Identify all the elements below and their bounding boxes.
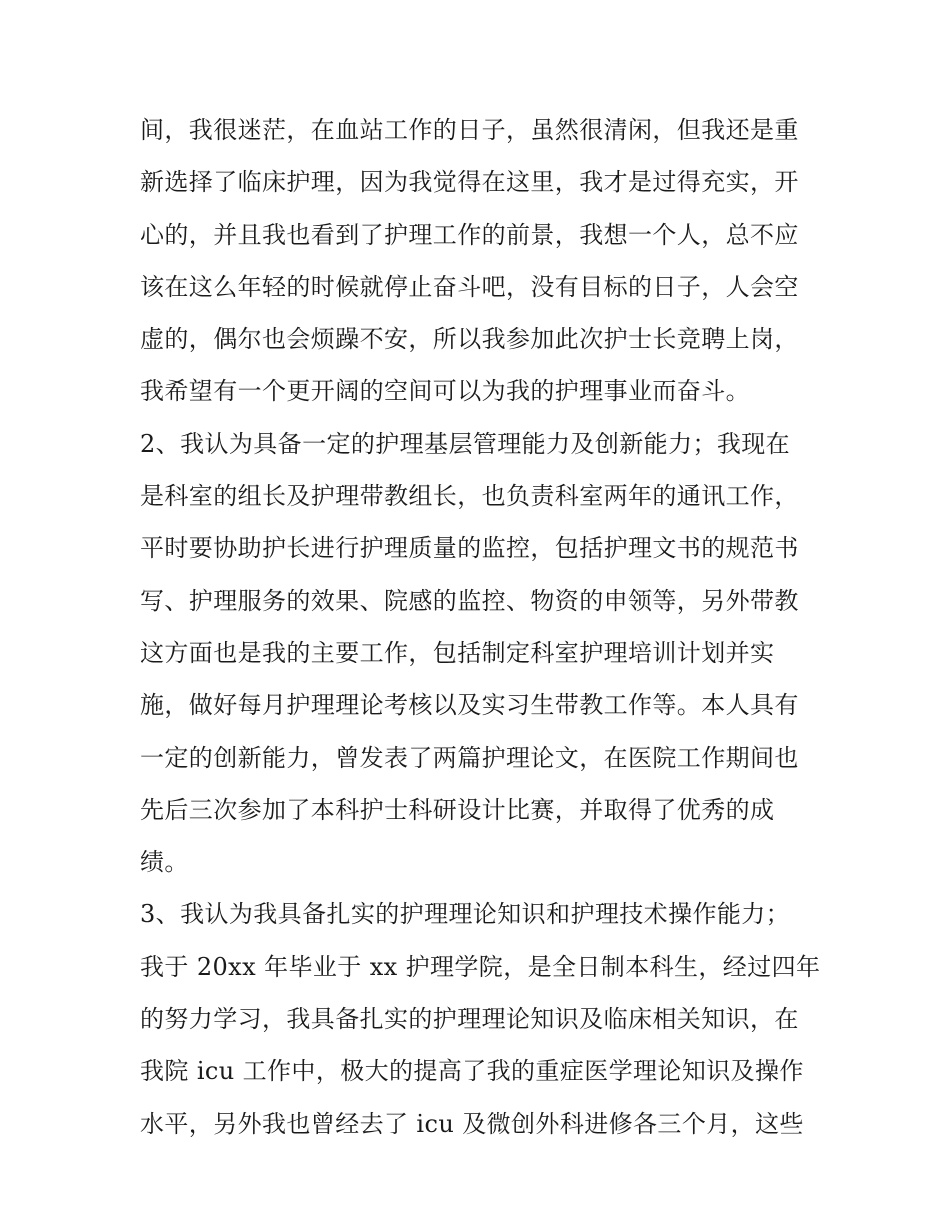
- text-line: 写、护理服务的效果、院感的监控、物资的申领等，另外带教: [140, 586, 799, 615]
- text-line: 平时要协助护长进行护理质量的监控，包括护理文书的规范书: [140, 534, 799, 563]
- text-line: 新选择了临床护理，因为我觉得在这里，我才是过得充实，开: [140, 168, 799, 197]
- text-line: 虚的，偶尔也会烦躁不安，所以我参加此次护士长竞聘上岗，: [140, 325, 799, 354]
- body-text: [140, 104, 820, 1150]
- text-line: 我希望有一个更开阔的空间可以为我的护理事业而奋斗。: [140, 377, 750, 406]
- text-line: 水平，另外我也曾经去了 icu 及微创外科进修各三个月，这些: [140, 1109, 804, 1138]
- text-line: 先后三次参加了本科护士科研设计比赛，并取得了优秀的成: [140, 795, 775, 824]
- text-line: 我于 20xx 年毕业于 xx 护理学院，是全日制本科生，经过四年: [140, 952, 821, 981]
- text-line: 绩。: [140, 848, 189, 877]
- text-line: 是科室的组长及护理带教组长，也负责科室两年的通讯工作，: [140, 482, 799, 511]
- text-line: 间，我很迷茫，在血站工作的日子，虽然很清闲，但我还是重: [140, 116, 799, 144]
- text-line: 我院 icu 工作中，极大的提高了我的重症医学理论知识及操作: [140, 1057, 804, 1086]
- text-line: 2、我认为具备一定的护理基层管理能力及创新能力；我现在: [140, 429, 791, 458]
- text-line: 心的，并且我也看到了护理工作的前景，我想一个人，总不应: [140, 220, 799, 249]
- text-line: 施，做好每月护理理论考核以及实习生带教工作等。本人具有: [140, 691, 799, 720]
- text-line: 该在这么年轻的时候就停止奋斗吧，没有目标的日子，人会空: [140, 272, 799, 301]
- text-line: 3、我认为我具备扎实的护理理论知识和护理技术操作能力；: [140, 900, 791, 929]
- text-line: 一定的创新能力，曾发表了两篇护理论文，在医院工作期间也: [140, 743, 799, 772]
- text-line: 这方面也是我的主要工作，包括制定科室护理培训计划并实: [140, 638, 775, 667]
- text-line: 的努力学习，我具备扎实的护理理论知识及临床相关知识，在: [140, 1005, 799, 1034]
